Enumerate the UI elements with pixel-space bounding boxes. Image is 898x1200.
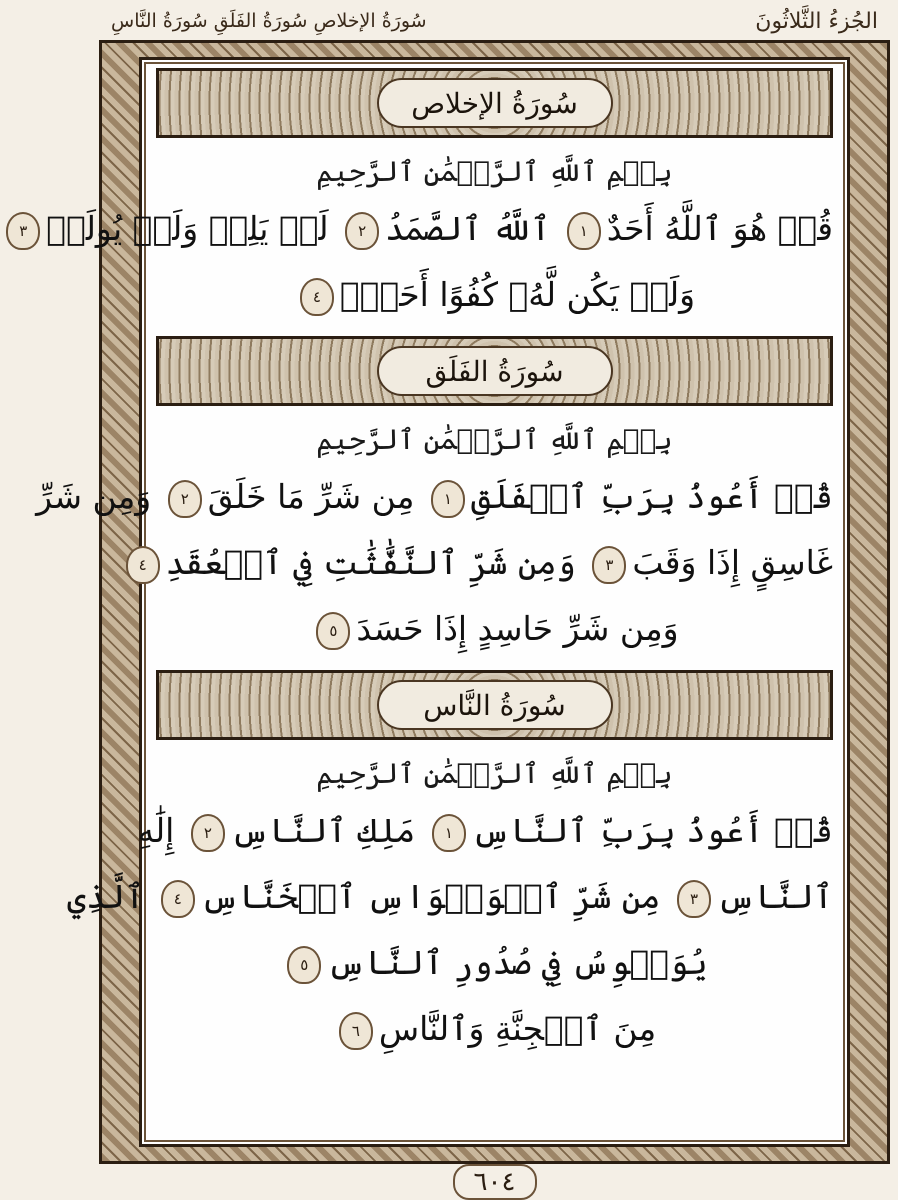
- ayah-text: قُلۡ أَعُوذُ بِرَبِّ ٱلۡفَلَقِ: [470, 477, 833, 516]
- surah-title: سُورَةُ الإخلاص: [377, 78, 613, 128]
- ornamental-frame: [19, 40, 890, 1164]
- ayah-number-marker: ٥: [316, 612, 350, 650]
- ayah-text: يُوَسۡوِسُ فِي صُدُورِ ٱلنَّاسِ: [327, 943, 708, 982]
- surah-title-band: [156, 670, 833, 740]
- ayah-line: [142, 596, 847, 662]
- ayah-line: [66, 864, 847, 930]
- ayah-number-marker: ٤: [300, 278, 334, 316]
- ayah-text: قُلۡ أَعُوذُ بِرَبِّ ٱلنَّاسِ: [471, 811, 833, 850]
- ayah-text: مِنَ ٱلۡجِنَّةِ وَٱلنَّاسِ: [378, 1009, 657, 1048]
- text-panel: [19, 57, 850, 1147]
- surah-title: سُورَةُ الفَلَق: [377, 346, 613, 396]
- page-number: [91, 1164, 898, 1200]
- ayah-text: مِن شَرِّ ٱلۡوَسۡوَاسِ ٱلۡخَنَّاسِ: [200, 877, 661, 916]
- ayah-number-marker: ٤: [126, 546, 160, 584]
- ayah-text: لَمۡ يَلِدۡ وَلَمۡ يُولَدۡ: [46, 209, 329, 248]
- surah-title: سُورَةُ النَّاس: [377, 680, 613, 730]
- ayah-number-marker: ٣: [677, 880, 711, 918]
- mushaf-page: [19, 0, 898, 1200]
- ayah-text: إِلَٰهِ: [137, 811, 175, 850]
- ayah-number-marker: ٢: [168, 480, 202, 518]
- ayah-line: [137, 798, 847, 864]
- ayah-text: وَمِن شَرِّ ٱلنَّفَّٰثَٰتِ فِي ٱلۡعُقَدِ: [165, 543, 576, 582]
- surah-title-band: [156, 336, 833, 406]
- bismillah: بِسۡمِ ٱللَّهِ ٱلرَّحۡمَٰنِ ٱلرَّحِيمِ: [316, 155, 673, 188]
- ayah-line: [142, 930, 847, 996]
- ayah-number-marker: ٣: [592, 546, 626, 584]
- ayah-number-marker: ٦: [339, 1012, 373, 1050]
- ayah-line: [36, 464, 847, 530]
- ayah-text: ٱلَّذِي: [66, 877, 145, 916]
- ayah-text: وَلَمۡ يَكُن لَّهُۥ كُفُوًا أَحَدُۢ: [339, 275, 696, 314]
- page-number-label: ٦٠٤: [453, 1164, 537, 1200]
- ayah-text: ٱللَّهُ ٱلصَّمَدُ: [385, 209, 551, 248]
- ayah-number-marker: ٤: [161, 880, 195, 918]
- ayah-line: [142, 996, 847, 1062]
- bismillah: بِسۡمِ ٱللَّهِ ٱلرَّحۡمَٰنِ ٱلرَّحِيمِ: [316, 423, 673, 456]
- ayah-line: [142, 262, 847, 328]
- ayah-text: وَمِن شَرِّ حَاسِدٍ إِذَا حَسَدَ: [356, 609, 679, 648]
- ayah-line: [19, 196, 847, 262]
- ayah-number-marker: ١: [567, 212, 601, 250]
- ayah-text: قُلۡ هُوَ ٱللَّهُ أَحَدٌ: [606, 209, 833, 248]
- ayah-text: ٱلنَّاسِ: [716, 877, 833, 916]
- surah-title-band: [156, 68, 833, 138]
- ayah-text: غَاسِقٍ إِذَا وَقَبَ: [632, 543, 833, 582]
- ayah-number-marker: ٥: [287, 946, 321, 984]
- ayah-text: مَلِكِ ٱلنَّاسِ: [230, 811, 416, 850]
- page-header: [91, 0, 898, 42]
- ayah-text: وَمِن شَرِّ: [36, 477, 152, 516]
- ayah-number-marker: ٢: [191, 814, 225, 852]
- ayah-line: [138, 530, 847, 596]
- ayah-text: مِن شَرِّ مَا خَلَقَ: [207, 477, 415, 516]
- ayah-number-marker: ٢: [345, 212, 379, 250]
- ayah-number-marker: ١: [432, 814, 466, 852]
- juz-title: الجُزءُ الثَّلاثُونَ: [755, 8, 878, 34]
- bismillah: بِسۡمِ ٱللَّهِ ٱلرَّحۡمَٰنِ ٱلرَّحِيمِ: [316, 757, 673, 790]
- ayah-number-marker: ١: [431, 480, 465, 518]
- ayah-number-marker: ٣: [6, 212, 40, 250]
- surah-list-title: سُورَةُ الإخلاصِ سُورَةُ الفَلَقِ سُورَةُ النَّاسِ: [111, 10, 427, 32]
